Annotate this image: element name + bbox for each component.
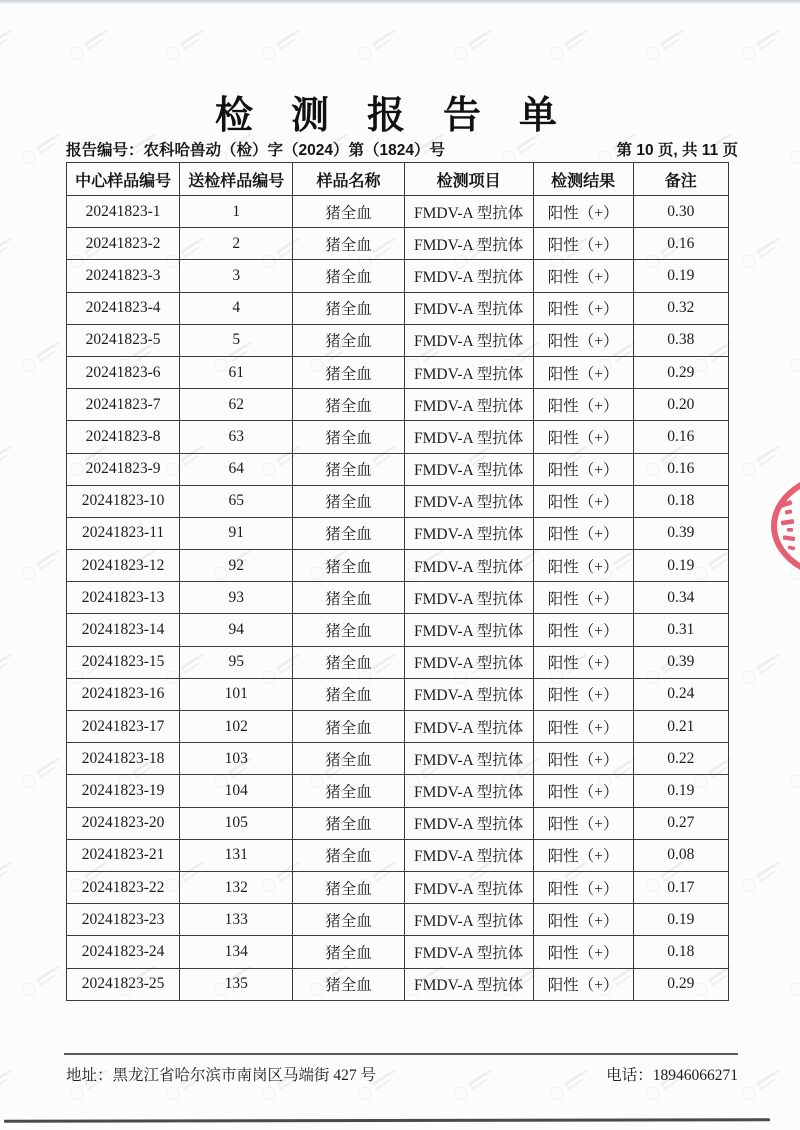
watermark-mark — [352, 11, 420, 68]
table-cell: 20241823-10 — [67, 485, 180, 517]
table-cell: 猪全血 — [293, 421, 404, 453]
table-row — [67, 421, 729, 453]
table-cell: 猪全血 — [293, 839, 404, 871]
column-header: 送检样品编号 — [180, 163, 293, 196]
table-cell: 20241823-3 — [67, 260, 180, 292]
table-cell: 63 — [180, 421, 293, 453]
table-cell: 猪全血 — [293, 614, 404, 646]
table-cell: 20241823-21 — [67, 839, 180, 871]
table-cell: 102 — [180, 711, 293, 743]
table-cell: 猪全血 — [293, 550, 404, 582]
table-row — [67, 389, 729, 421]
table-cell: 阳性（+） — [533, 324, 633, 356]
table-row — [67, 550, 729, 582]
scan-bottom-edge — [4, 1118, 770, 1122]
table-cell: 135 — [180, 968, 293, 1000]
watermark-mark — [448, 11, 516, 68]
table-row — [67, 228, 729, 260]
table-cell: 阳性（+） — [533, 743, 633, 775]
table-cell: 94 — [180, 614, 293, 646]
page-title: 检测报告单 — [214, 95, 595, 137]
table-cell: 阳性（+） — [533, 968, 633, 1000]
table-row — [67, 711, 729, 743]
table-row — [67, 453, 729, 485]
table-cell: 20241823-24 — [67, 936, 180, 968]
table-cell: 20241823-2 — [67, 228, 180, 260]
table-cell: 阳性（+） — [533, 711, 633, 743]
table-cell: 阳性（+） — [533, 646, 633, 678]
watermark-mark — [736, 843, 800, 900]
report-number — [66, 138, 445, 160]
scan-top-edge — [0, 0, 800, 4]
table-cell: 0.29 — [633, 968, 728, 1000]
table-cell: 阳性（+） — [533, 389, 633, 421]
table-cell: 猪全血 — [293, 743, 404, 775]
address-text: 地址：黑龙江省哈尔滨市南岗区马端街 427 号 — [66, 1067, 377, 1084]
table-cell: 20241823-7 — [67, 389, 180, 421]
table-cell: 20241823-20 — [67, 807, 180, 839]
table-row — [67, 196, 729, 228]
table-cell: 20241823-16 — [67, 678, 180, 710]
watermark-mark — [784, 947, 800, 1004]
table-cell: FMDV-A 型抗体 — [404, 389, 533, 421]
table-cell: 阳性（+） — [533, 775, 633, 807]
table-cell: 0.38 — [633, 324, 728, 356]
table-cell: 阳性（+） — [533, 614, 633, 646]
table-cell: 20241823-18 — [67, 743, 180, 775]
phone-text: 电话：18946066271 — [606, 1067, 738, 1084]
footer-divider — [64, 1053, 738, 1055]
table-cell: 0.29 — [633, 356, 728, 388]
table-cell: 猪全血 — [293, 936, 404, 968]
table-cell: FMDV-A 型抗体 — [404, 324, 533, 356]
table-cell: 猪全血 — [293, 871, 404, 903]
table-cell: 阳性（+） — [533, 678, 633, 710]
watermark-mark — [0, 219, 36, 276]
report-meta — [66, 138, 738, 160]
table-cell: 0.30 — [633, 196, 728, 228]
table-cell: 92 — [180, 550, 293, 582]
table-cell: 20241823-1 — [67, 196, 180, 228]
table-cell: FMDV-A 型抗体 — [404, 550, 533, 582]
table-row — [67, 292, 729, 324]
table-cell: 0.31 — [633, 614, 728, 646]
table-cell: FMDV-A 型抗体 — [404, 356, 533, 388]
watermark-mark — [784, 739, 800, 796]
table-row — [67, 904, 729, 936]
table-cell: FMDV-A 型抗体 — [404, 614, 533, 646]
table-cell: FMDV-A 型抗体 — [404, 260, 533, 292]
table-cell: 1 — [180, 196, 293, 228]
table-row — [67, 743, 729, 775]
table-cell: 20241823-22 — [67, 871, 180, 903]
table-cell: 105 — [180, 807, 293, 839]
table-cell: 62 — [180, 389, 293, 421]
table-cell: 20241823-23 — [67, 904, 180, 936]
table-cell: 猪全血 — [293, 292, 404, 324]
table-cell: 133 — [180, 904, 293, 936]
table-cell: 猪全血 — [293, 196, 404, 228]
table-cell: 阳性（+） — [533, 904, 633, 936]
table-cell: 0.19 — [633, 550, 728, 582]
table-cell: 65 — [180, 485, 293, 517]
watermark-mark — [0, 1051, 36, 1108]
table-cell: 阳性（+） — [533, 582, 633, 614]
table-cell: 64 — [180, 453, 293, 485]
table-cell: 猪全血 — [293, 228, 404, 260]
watermark-mark — [736, 11, 800, 68]
table-cell: 猪全血 — [293, 775, 404, 807]
table-cell: 0.19 — [633, 775, 728, 807]
table-cell: 101 — [180, 678, 293, 710]
table-cell: 猪全血 — [293, 356, 404, 388]
watermark-mark — [0, 11, 36, 68]
table-cell: 阳性（+） — [533, 485, 633, 517]
table-cell: 阳性（+） — [533, 292, 633, 324]
table-cell: 阳性（+） — [533, 421, 633, 453]
column-header: 备注 — [633, 163, 728, 196]
table-cell: 猪全血 — [293, 324, 404, 356]
table-cell: FMDV-A 型抗体 — [404, 228, 533, 260]
table-row — [67, 839, 729, 871]
table-row — [67, 775, 729, 807]
watermark-mark — [640, 11, 708, 68]
table-cell: 0.34 — [633, 582, 728, 614]
table-cell: 0.24 — [633, 678, 728, 710]
paging-seal-fragment — [764, 472, 800, 582]
table-cell: 20241823-8 — [67, 421, 180, 453]
table-cell: 阳性（+） — [533, 196, 633, 228]
table-cell: 0.16 — [633, 228, 728, 260]
column-header: 样品名称 — [293, 163, 404, 196]
results-table — [66, 162, 729, 1001]
table-cell: 阳性（+） — [533, 550, 633, 582]
table-cell: 阳性（+） — [533, 807, 633, 839]
watermark-mark — [64, 11, 132, 68]
table-cell: FMDV-A 型抗体 — [404, 453, 533, 485]
table-row — [67, 517, 729, 549]
table-row — [67, 807, 729, 839]
watermark-mark — [544, 11, 612, 68]
table-cell: 95 — [180, 646, 293, 678]
table-cell: FMDV-A 型抗体 — [404, 421, 533, 453]
table-cell: 0.19 — [633, 260, 728, 292]
watermark-mark — [736, 1051, 800, 1108]
watermark-mark — [160, 11, 228, 68]
table-cell: 0.08 — [633, 839, 728, 871]
table-row — [67, 936, 729, 968]
table-cell: 132 — [180, 871, 293, 903]
column-header: 检测结果 — [533, 163, 633, 196]
table-row — [67, 485, 729, 517]
table-cell: 猪全血 — [293, 711, 404, 743]
table-cell: 猪全血 — [293, 678, 404, 710]
table-cell: 61 — [180, 356, 293, 388]
table-cell: 20241823-4 — [67, 292, 180, 324]
table-cell: 0.22 — [633, 743, 728, 775]
table-cell: FMDV-A 型抗体 — [404, 292, 533, 324]
table-row — [67, 356, 729, 388]
table-cell: 5 — [180, 324, 293, 356]
table-cell: 131 — [180, 839, 293, 871]
table-cell: 猪全血 — [293, 582, 404, 614]
table-cell: 猪全血 — [293, 517, 404, 549]
table-cell: 20241823-11 — [67, 517, 180, 549]
table-cell: 0.18 — [633, 936, 728, 968]
column-header: 中心样品编号 — [67, 163, 180, 196]
table-cell: 3 — [180, 260, 293, 292]
table-cell: 2 — [180, 228, 293, 260]
table-cell: FMDV-A 型抗体 — [404, 582, 533, 614]
report-number-label: 报告编号： — [66, 142, 144, 159]
table-cell: FMDV-A 型抗体 — [404, 485, 533, 517]
table-cell: 20241823-9 — [67, 453, 180, 485]
table-cell: 0.19 — [633, 904, 728, 936]
table-row — [67, 582, 729, 614]
table-cell: 0.39 — [633, 517, 728, 549]
watermark-mark — [0, 427, 36, 484]
table-cell: FMDV-A 型抗体 — [404, 904, 533, 936]
table-cell: FMDV-A 型抗体 — [404, 775, 533, 807]
table-cell: 猪全血 — [293, 807, 404, 839]
table-cell: 20241823-25 — [67, 968, 180, 1000]
table-cell: 阳性（+） — [533, 260, 633, 292]
table-cell: 猪全血 — [293, 260, 404, 292]
table-cell: 20241823-14 — [67, 614, 180, 646]
table-cell: 20241823-19 — [67, 775, 180, 807]
table-cell: 阳性（+） — [533, 228, 633, 260]
table-cell: 阳性（+） — [533, 839, 633, 871]
watermark-mark — [0, 843, 36, 900]
table-cell: FMDV-A 型抗体 — [404, 839, 533, 871]
watermark-mark — [736, 635, 800, 692]
table-cell: FMDV-A 型抗体 — [404, 646, 533, 678]
watermark-mark — [256, 11, 324, 68]
table-cell: 猪全血 — [293, 389, 404, 421]
watermark-mark — [736, 219, 800, 276]
table-cell: 阳性（+） — [533, 936, 633, 968]
table-cell: 104 — [180, 775, 293, 807]
table-row — [67, 614, 729, 646]
table-cell: 0.20 — [633, 389, 728, 421]
table-cell: 猪全血 — [293, 904, 404, 936]
table-row — [67, 871, 729, 903]
table-cell: 93 — [180, 582, 293, 614]
table-row — [67, 968, 729, 1000]
table-cell: 猪全血 — [293, 453, 404, 485]
report-number-value: 农科哈兽动（检）字（2024）第（1824）号 — [143, 142, 445, 159]
table-cell: FMDV-A 型抗体 — [404, 196, 533, 228]
table-row — [67, 260, 729, 292]
table-cell: 猪全血 — [293, 968, 404, 1000]
table-cell: FMDV-A 型抗体 — [404, 807, 533, 839]
table-cell: 阳性（+） — [533, 517, 633, 549]
page-indicator: 第 10 页, 共 11 页 — [616, 142, 738, 159]
table-cell: 0.21 — [633, 711, 728, 743]
watermark-mark — [784, 323, 800, 380]
table-cell: FMDV-A 型抗体 — [404, 711, 533, 743]
table-cell: 20241823-12 — [67, 550, 180, 582]
watermark-mark — [0, 635, 36, 692]
table-cell: 阳性（+） — [533, 453, 633, 485]
table-cell: FMDV-A 型抗体 — [404, 871, 533, 903]
table-cell: 20241823-5 — [67, 324, 180, 356]
table-cell: 猪全血 — [293, 485, 404, 517]
table-cell: FMDV-A 型抗体 — [404, 517, 533, 549]
table-cell: FMDV-A 型抗体 — [404, 968, 533, 1000]
table-row — [67, 678, 729, 710]
table-cell: 20241823-15 — [67, 646, 180, 678]
table-cell: 20241823-13 — [67, 582, 180, 614]
table-cell: FMDV-A 型抗体 — [404, 678, 533, 710]
table-cell: 20241823-6 — [67, 356, 180, 388]
table-cell: 阳性（+） — [533, 871, 633, 903]
table-row — [67, 324, 729, 356]
table-cell: 0.16 — [633, 453, 728, 485]
table-cell: 4 — [180, 292, 293, 324]
column-header: 检测项目 — [404, 163, 533, 196]
table-cell: 134 — [180, 936, 293, 968]
table-cell: 0.18 — [633, 485, 728, 517]
table-cell: 0.32 — [633, 292, 728, 324]
table-cell: 20241823-17 — [67, 711, 180, 743]
table-cell: 猪全血 — [293, 646, 404, 678]
table-cell: 103 — [180, 743, 293, 775]
table-cell: 0.16 — [633, 421, 728, 453]
table-cell: FMDV-A 型抗体 — [404, 743, 533, 775]
table-header-row — [67, 163, 729, 196]
table-cell: 91 — [180, 517, 293, 549]
table-cell: 阳性（+） — [533, 356, 633, 388]
table-cell: FMDV-A 型抗体 — [404, 936, 533, 968]
table-cell: 0.39 — [633, 646, 728, 678]
table-cell: 0.27 — [633, 807, 728, 839]
table-cell: 0.17 — [633, 871, 728, 903]
footer — [66, 1063, 738, 1085]
table-row — [67, 646, 729, 678]
